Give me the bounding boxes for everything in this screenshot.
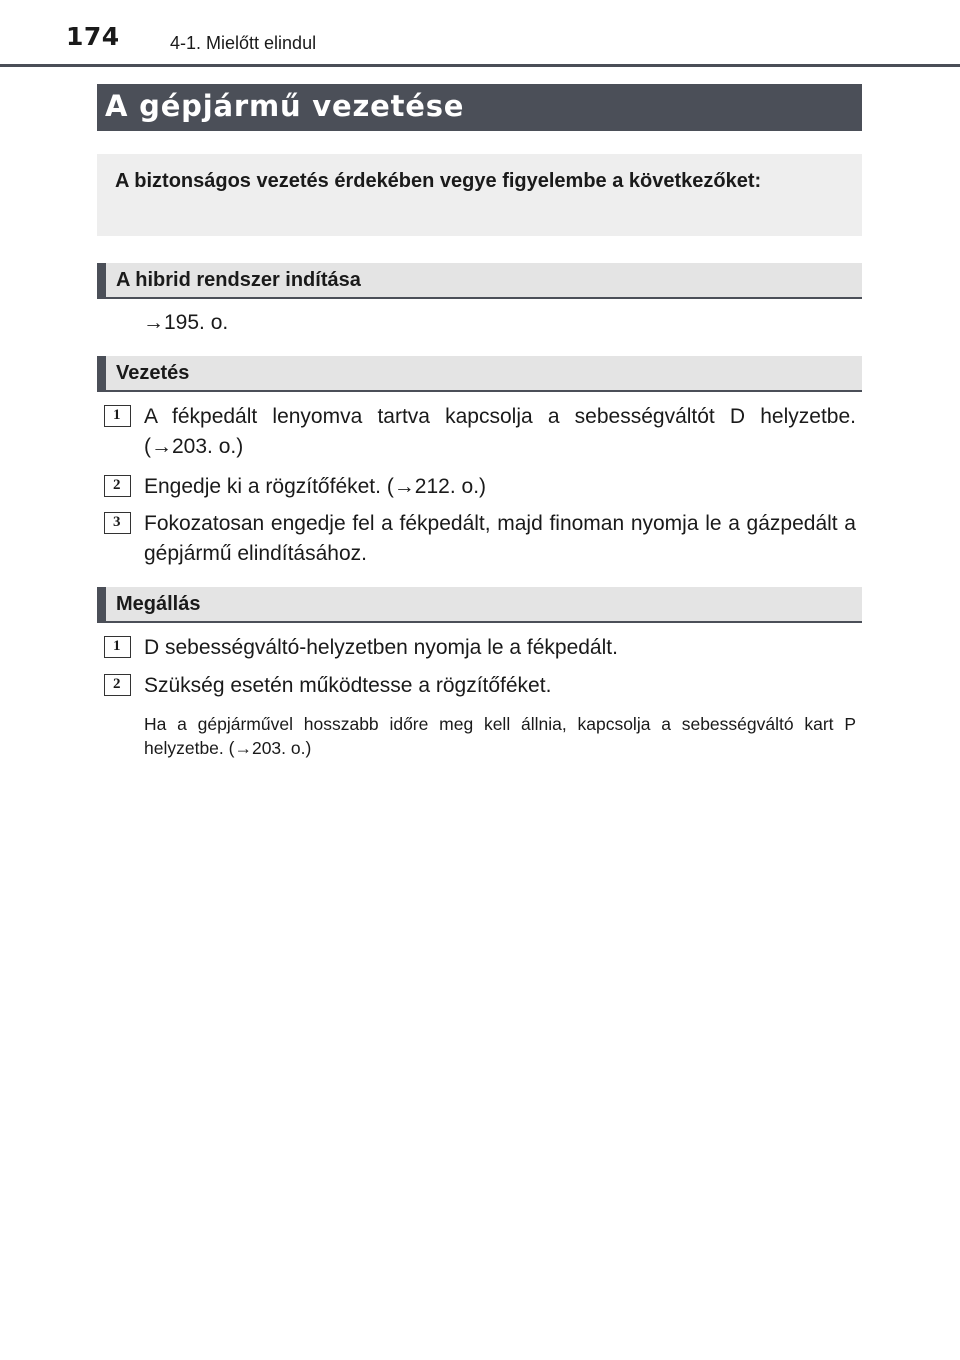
step-text: Engedje ki a rögzítőféket. (→212. o.) bbox=[144, 475, 487, 498]
intro-box bbox=[97, 154, 862, 236]
step-number-badge: 1 bbox=[104, 636, 131, 658]
header-divider bbox=[0, 64, 960, 67]
chapter-title: 4-1. Mielőtt elindul bbox=[170, 33, 317, 53]
step-text: A fékpedált lenyomva tartva kapcsolja a sebességváltót D helyzetbe. (→203. o.) bbox=[144, 405, 856, 458]
page-header bbox=[0, 0, 960, 66]
section-heading-driving bbox=[97, 356, 862, 392]
step-number-badge: 2 bbox=[104, 475, 131, 497]
step-number-badge: 2 bbox=[104, 674, 131, 696]
note-text: Ha a gépjárművel hosszabb időre meg kell állnia, kapcsolja a sebességváltó kart P helyzetbe. (→203. o.) bbox=[144, 714, 856, 758]
section-heading-stopping bbox=[97, 587, 862, 623]
step-text: D sebességváltó-helyzetben nyomja le a fékpedált. bbox=[144, 636, 618, 659]
page-reference-link[interactable]: →195. o. bbox=[143, 311, 229, 334]
page-number: 174 bbox=[66, 22, 120, 51]
step-text: Fokozatosan engedje fel a fékpedált, majd finoman nyomja le a gázpedált a gépjármű elindításához. bbox=[144, 512, 856, 565]
section-heading-label: A hibrid rendszer indítása bbox=[116, 269, 361, 291]
page-title-bar bbox=[97, 84, 862, 131]
section-heading-hybrid-start bbox=[97, 263, 862, 299]
step-text: Szükség esetén működtesse a rögzítőféket. bbox=[144, 674, 552, 697]
section-heading-label: Vezetés bbox=[116, 362, 190, 384]
intro-text: A biztonságos vezetés érdekében vegye figyelembe a következőket: bbox=[115, 170, 762, 192]
step-number-badge: 3 bbox=[104, 512, 131, 534]
step-number-badge: 1 bbox=[104, 405, 131, 427]
page-title: A gépjármű vezetése bbox=[105, 89, 465, 123]
section-heading-label: Megállás bbox=[116, 593, 201, 615]
